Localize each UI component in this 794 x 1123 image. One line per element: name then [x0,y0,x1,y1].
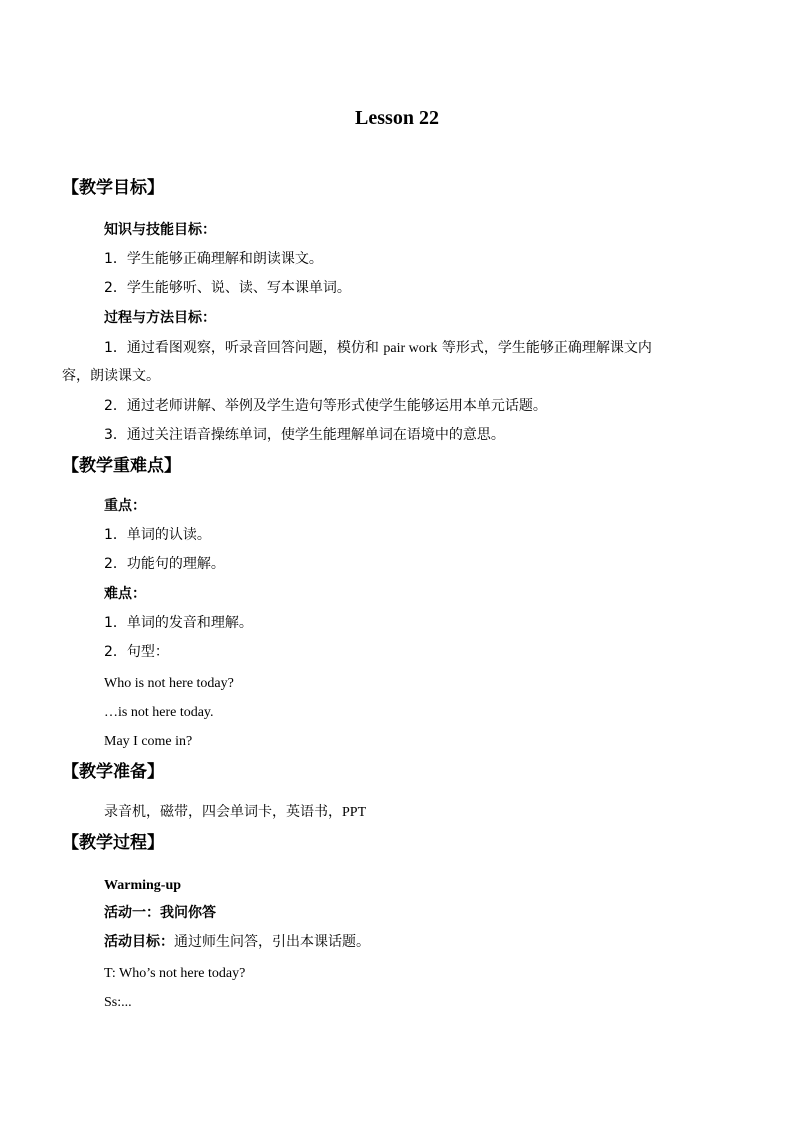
difficulty-item: 1．单词的发音和理解。 [104,615,253,631]
process-goal-item-1-text-b: 等形式，学生能够正确理解课文内 [437,340,652,356]
process-goal-item-1-line-1 [104,338,652,359]
dialogue-line: Ss:... [104,995,132,1010]
sentence-pattern: May I come in? [104,734,193,749]
process-goal-item-1-english: pair work [383,341,438,356]
section-heading-key-points: 【教学重难点】 [62,456,181,476]
dialogue-line: T: Who’s not here today? [104,966,246,981]
process-goals-label: 过程与方法目标： [104,310,216,326]
sentence-pattern: Who is not here today? [104,676,234,691]
process-goal-item-1-text-a: 1．通过看图观察，听录音回答问题，模仿和 [104,340,384,356]
process-goal-item-1-line-2: 容，朗读课文。 [62,368,160,384]
activity-goal-label: 活动目标： [104,934,174,950]
difficulty-label: 难点： [104,586,146,602]
section-heading-preparation: 【教学准备】 [62,762,164,782]
process-goal-item: 3．通过关注语音操练单词，使学生能理解单词在语境中的意思。 [104,427,505,443]
section-heading-objectives: 【教学目标】 [62,178,164,198]
materials-list [104,802,366,823]
materials-chinese: 录音机，磁带，四会单词卡，英语书， [104,804,342,820]
focus-item: 1．单词的认读。 [104,527,211,543]
section-heading-process: 【教学过程】 [62,833,164,853]
materials-ppt: PPT [342,805,367,820]
focus-label: 重点： [104,498,146,514]
focus-item: 2．功能句的理解。 [104,556,225,572]
warmup-label: Warming-up [104,878,182,893]
activity-title: 活动一：我问你答 [104,905,216,921]
process-goal-item: 2．通过老师讲解、举例及学生造句等形式使学生能够运用本单元话题。 [104,398,547,414]
difficulty-item: 2．句型： [104,644,169,660]
knowledge-goals-label: 知识与技能目标： [104,222,216,238]
activity-goal [104,932,370,952]
document-title: Lesson 22 [355,107,439,129]
sentence-pattern: …is not here today. [104,705,214,720]
knowledge-goal-item: 1．学生能够正确理解和朗读课文。 [104,251,323,267]
knowledge-goal-item: 2．学生能够听、说、读、写本课单词。 [104,280,351,296]
activity-goal-text: 通过师生问答，引出本课话题。 [174,934,370,950]
